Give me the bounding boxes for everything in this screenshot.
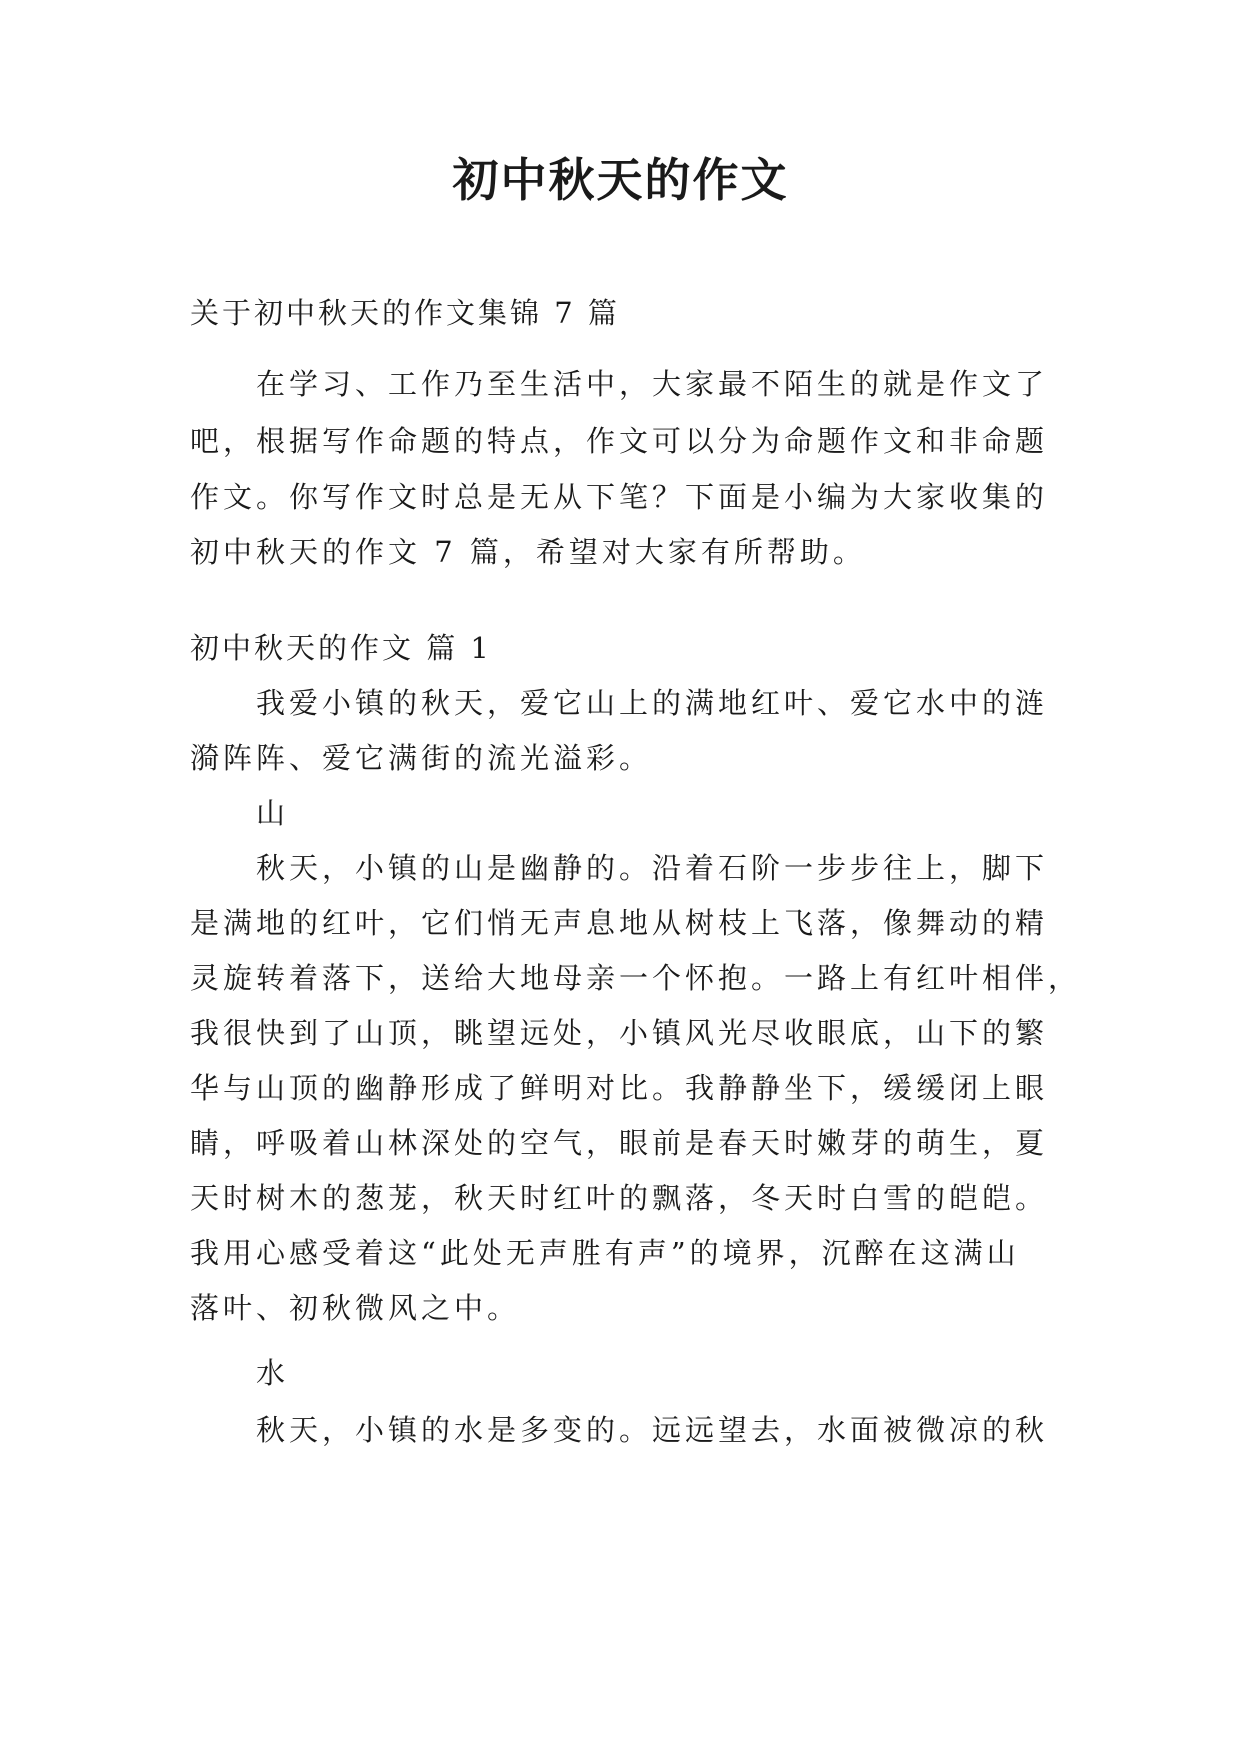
paragraph-line: 灵旋转着落下，送给大地母亲一个怀抱。一路上有红叶相伴，	[190, 961, 1082, 995]
paragraph-line: 落叶、初秋微风之中。	[190, 1291, 521, 1325]
paragraph-line: 秋天，小镇的水是多变的。远远望去，水面被微凉的秋	[256, 1413, 1049, 1447]
paragraph-line: 漪阵阵、爱它满街的流光溢彩。	[190, 741, 653, 775]
paragraph-line: 天时树木的葱茏，秋天时红叶的飘落，冬天时白雪的皑皑。	[190, 1181, 1049, 1215]
intro-line: 吧，根据写作命题的特点，作文可以分为命题作文和非命题	[190, 424, 1049, 458]
paragraph-line: 是满地的红叶，它们悄无声息地从树枝上飞落，像舞动的精	[190, 906, 1049, 940]
intro-line: 在学习、工作乃至生活中，大家最不陌生的就是作文了	[256, 367, 1049, 401]
subheading-mountain: 山	[256, 796, 290, 830]
paragraph-line: 睛，呼吸着山林深处的空气，眼前是春天时嫩芽的萌生，夏	[190, 1126, 1049, 1160]
intro-line: 初中秋天的作文 7 篇，希望对大家有所帮助。	[190, 535, 866, 569]
document-title: 初中秋天的作文	[452, 153, 789, 207]
paragraph-line: 我用心感受着这“此处无声胜有声”的境界，沉醉在这满山	[190, 1236, 1020, 1270]
paragraph-line: 我爱小镇的秋天，爱它山上的满地红叶、爱它水中的涟	[256, 686, 1049, 720]
paragraph-line: 华与山顶的幽静形成了鲜明对比。我静静坐下，缓缓闭上眼	[190, 1071, 1049, 1105]
intro-line: 作文。你写作文时总是无从下笔？下面是小编为大家收集的	[190, 480, 1049, 514]
paragraph-line: 秋天，小镇的山是幽静的。沿着石阶一步步往上，脚下	[256, 851, 1049, 885]
document-subtitle: 关于初中秋天的作文集锦 7 篇	[190, 296, 620, 330]
section-heading: 初中秋天的作文 篇 1	[190, 631, 492, 665]
subheading-water: 水	[256, 1356, 290, 1390]
paragraph-line: 我很快到了山顶，眺望远处，小镇风光尽收眼底，山下的繁	[190, 1016, 1049, 1050]
